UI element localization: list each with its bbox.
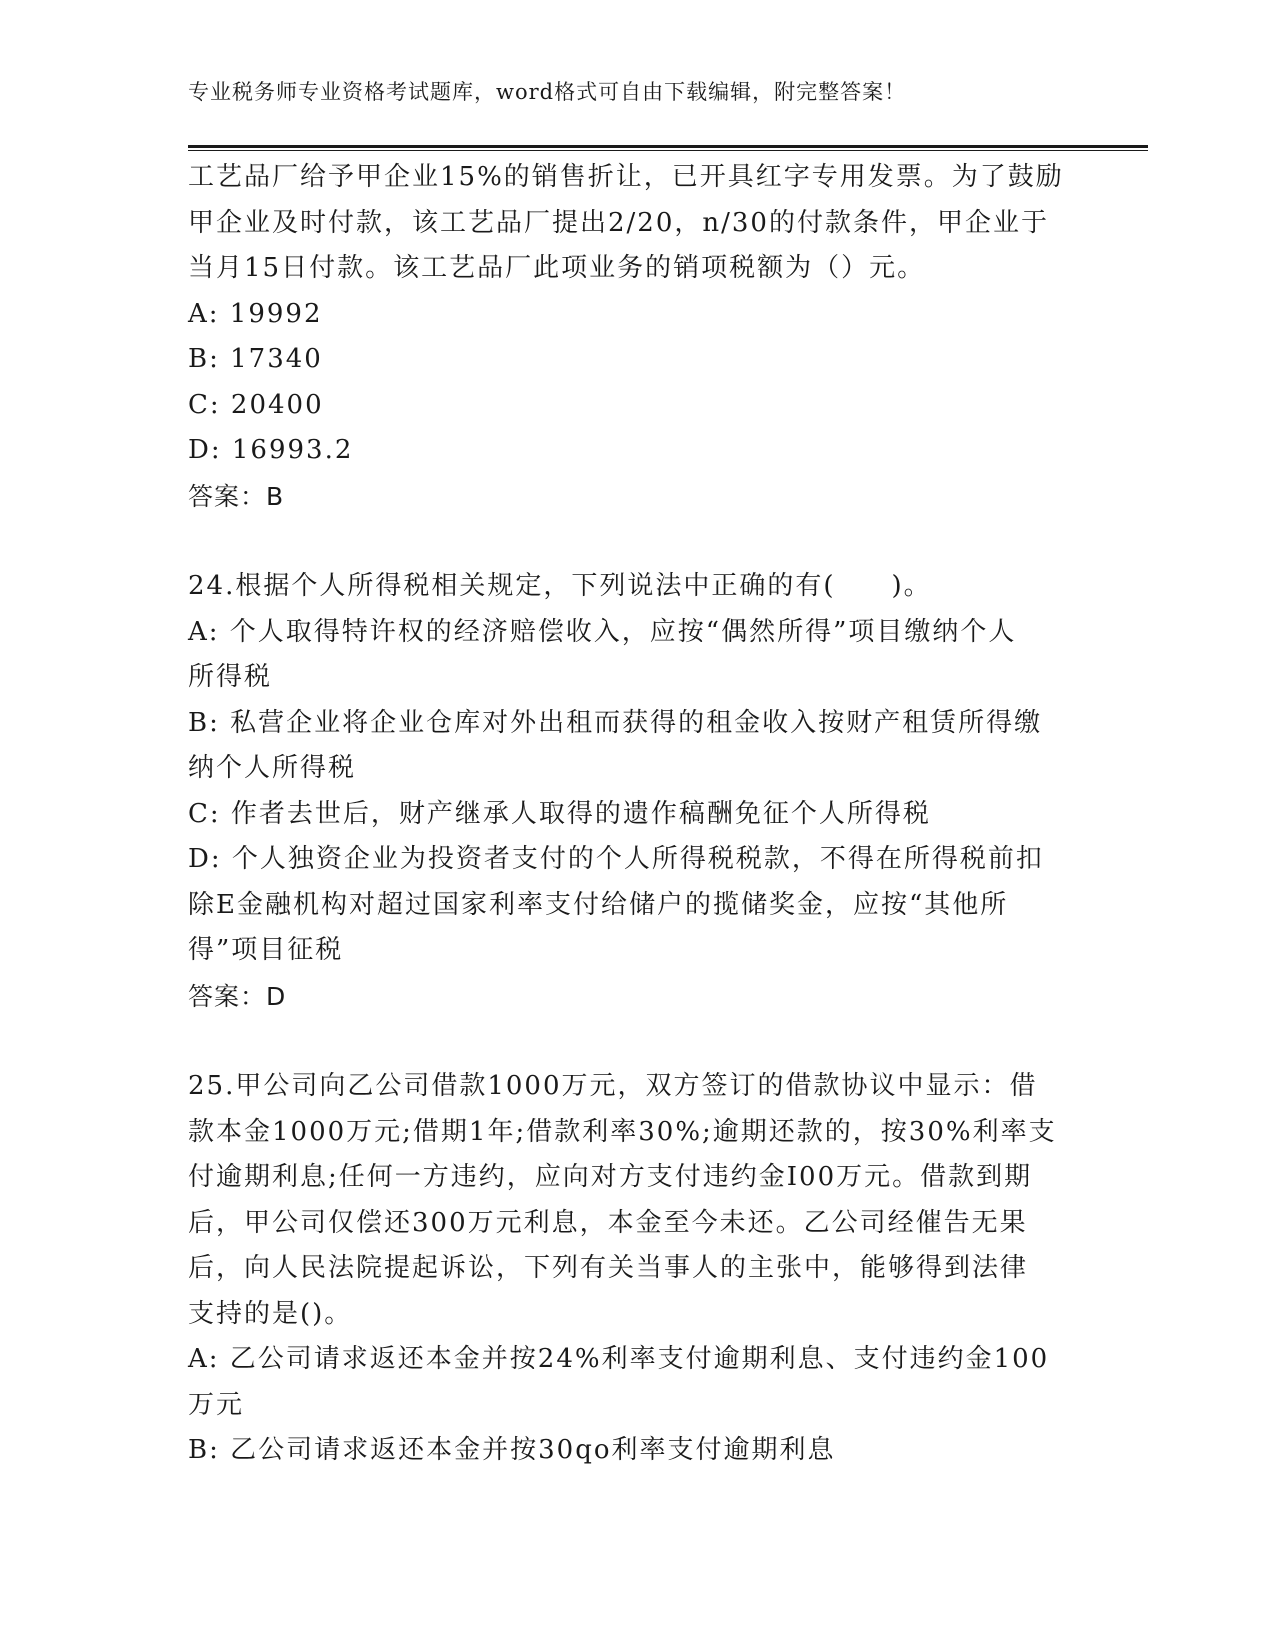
spacer [188,519,1088,564]
question-text-line: 付逾期利息;任何一方违约，应向对方支付违约金I00万元。借款到期 [188,1162,1033,1192]
document-body [188,155,1088,1474]
option-c: C: 作者去世后，财产继承人取得的遗作稿酬免征个人所得税 [188,798,931,829]
spacer [188,1019,1088,1064]
header-rule-thin [188,150,1148,151]
option-b: B: 17340 [188,344,323,374]
question-text-line: 后，甲公司仅偿还300万元利息，本金至今未还。乙公司经催告无果 [188,1207,1028,1238]
option-d: D: 16993.2 [188,435,354,465]
header-rule-thick [188,145,1148,148]
question-text-line: 甲企业及时付款，该工艺品厂提出2/20，n/30的付款条件，甲企业于 [188,207,1049,238]
option-a-continued: 万元 [188,1389,245,1420]
option-a-continued: 所得税 [188,662,273,692]
answer: 答案：B [188,481,285,511]
question-text-line: 后，向人民法院提起诉讼，下列有关当事人的主张中，能够得到法律 [188,1253,1029,1283]
option-a: A: 乙公司请求返还本金并按24%利率支付逾期利息、支付违约金100 [188,1344,1050,1374]
question-text-line: 工艺品厂给予甲企业15%的销售折让，已开具红字专用发票。为了鼓励 [188,162,1064,192]
option-b: B: 乙公司请求返还本金并按30qo利率支付逾期利息 [188,1435,836,1465]
question-text-line: 当月15日付款。该工艺品厂此项业务的销项税额为（）元。 [188,253,926,283]
option-c: C: 20400 [188,389,324,420]
question-text-line: 25.甲公司向乙公司借款1000万元，双方签订的借款协议中显示：借 [188,1071,1038,1101]
question-text-line: 款本金1000万元;借期1年;借款利率30%;逾期还款的，按30%利率支 [188,1116,1057,1147]
option-d-continued: 得”项目征税 [188,935,344,965]
question-24 [188,564,1088,1019]
answer: 答案：D [188,981,287,1011]
page-header: 专业税务师专业资格考试题库，word格式可自由下载编辑，附完整答案！ [188,80,907,104]
question-text-line: 支持的是()。 [188,1298,353,1329]
question-text-line: 24.根据个人所得税相关规定，下列说法中正确的有( )。 [188,571,932,601]
option-b: B: 私营企业将企业仓库对外出租而获得的租金收入按财产租赁所得缴 [188,707,1043,738]
question-25 [188,1064,1088,1474]
option-d: D: 个人独资企业为投资者支付的个人所得税税款，不得在所得税前扣 [188,844,1044,874]
option-a: A: 19992 [188,298,323,329]
option-d-continued: 除E金融机构对超过国家利率支付给储户的揽储奖金，应按“其他所 [188,889,1009,920]
option-b-continued: 纳个人所得税 [188,753,357,783]
option-a: A: 个人取得特许权的经济赔偿收入，应按“偶然所得”项目缴纳个人 [188,616,1017,647]
question-23 [188,155,1088,519]
